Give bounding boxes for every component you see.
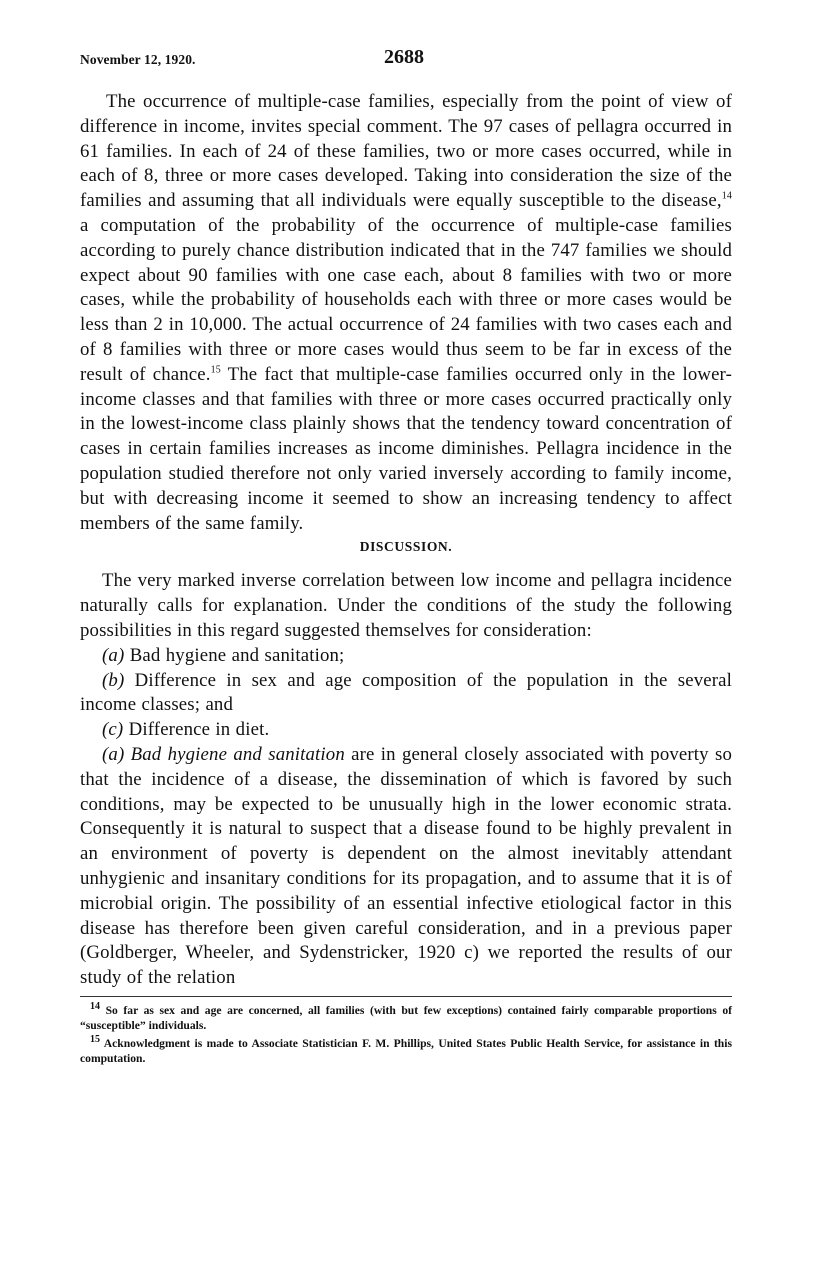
footnote-15 <box>80 1036 732 1066</box>
paragraph-text: are in general closely associated with poverty so that the incidence of a disease, the dissemination of which is favored by such conditions, may be expected to be unusually high in the lower economic strata. Consequently it is natural to suspect that a disease found to be highly prevalent in an environment of poverty is dependent on the almost inevitably attendant unhygienic and insanitary conditions for its propagation, and to assume that it is of microbial origin. The possibility of an essential infective etiological factor in this disease has therefore been given careful consideration, and in a previous paper (Goldberger, Wheeler, and Sydenstricker, 1920 c) we reported the results of our study of the relation <box>80 743 732 989</box>
running-header <box>80 40 732 80</box>
paragraph-discussion-intro: The very marked inverse correlation between low income and pellagra incidence naturally calls for explanation. Under the conditions of the study the following possibilities in this regard suggested themselves for consideration: <box>80 570 732 641</box>
footnote-rule <box>80 996 732 997</box>
footnote-ref-15: 15 <box>210 364 221 376</box>
paragraph-hygiene-sanitation <box>80 743 732 991</box>
paragraph-text: The fact that multiple-case families occurred only in the lower-income classes and that families with three or more cases occurred practically only in the lowest-income class plainly shows that the tendency toward concentration of cases in certain families increases as income diminishes. Pellagra incidence in the population studied therefore not only varied inversely according to family income, but with decreasing income it seemed to show an increasing tendency to affect members of the same family. <box>80 363 732 534</box>
paragraph-multiple-case-families <box>80 90 732 536</box>
footnote-mark: 15 <box>90 1034 100 1046</box>
paragraph-text: a computation of the probability of the occurrence of multiple-case families according to purely chance distribution indicated that in the 747 families we should expect about 90 families with one case each, about 8 families with two or more cases, while the probability of households each with three or more cases would be less than 2 in 10,000. The actual occurrence of 24 families with two cases each and of 8 families with three or more cases would thus seem to be far in excess of the result of chance. <box>80 214 732 385</box>
page-number: 2688 <box>384 46 424 68</box>
paragraph-label: (a) <box>102 743 125 765</box>
list-text: Difference in sex and age composition of the population in the several income classes; and <box>80 669 732 716</box>
list-label: (a) <box>102 644 125 666</box>
list-text: Difference in diet. <box>123 719 270 741</box>
section-heading: DISCUSSION. <box>359 539 453 555</box>
list-item <box>80 718 732 743</box>
footnote-14 <box>80 1003 732 1033</box>
list-label: (b) <box>102 669 125 691</box>
list-item <box>80 669 732 719</box>
document-page <box>80 40 732 1069</box>
footnote-text: Acknowledgment is made to Associate Statistician F. M. Phillips, United States Public Health Service, for assistance in this computation. <box>80 1036 732 1065</box>
list-text: Bad hygiene and sanitation; <box>124 644 345 666</box>
footnote-ref-14: 14 <box>721 190 732 202</box>
footnote-text: So far as sex and age are concerned, all families (with but few exceptions) contained fairly comparable proportions of “susceptible” individuals. <box>80 1003 732 1032</box>
footnote-mark: 14 <box>90 1001 100 1013</box>
list-item <box>80 644 732 669</box>
list-label: (c) <box>102 719 124 741</box>
issue-date: November 12, 1920. <box>80 52 196 67</box>
italic-lead: Bad hygiene and sanitation <box>130 743 345 765</box>
paragraph-text: The occurrence of multiple-case families, especially from the point of view of difference in income, invites special comment. The 97 cases of pellagra occurred in 61 families. In each of 24 of these families, two or more cases occurred, while in each of 8, three or more cases developed. Taking into consideration the size of the families and assuming that all individuals were equally susceptible to the disease, <box>80 91 732 212</box>
